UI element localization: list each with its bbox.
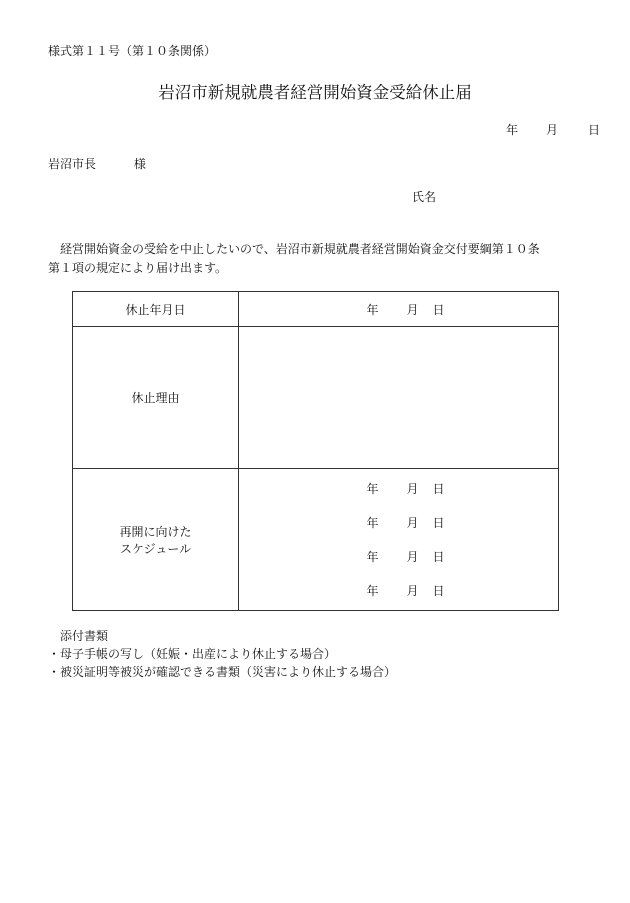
- body-text-line1: 経営開始資金の受給を中止したいので、岩沼市新規就農者経営開始資金交付要綱第１０条: [48, 242, 540, 256]
- applicant-name-label: 氏名: [412, 190, 437, 204]
- reason-field[interactable]: [239, 327, 559, 469]
- day-label: 日: [432, 583, 445, 598]
- schedule-label: [73, 469, 239, 611]
- year-label: 年: [366, 481, 379, 496]
- suspension-date-field[interactable]: [239, 292, 559, 327]
- year-label: 年: [366, 583, 379, 598]
- schedule-date-1[interactable]: [239, 472, 558, 506]
- month-label: 月: [406, 515, 419, 530]
- month-label: 月: [546, 123, 559, 137]
- year-label: 年: [506, 123, 519, 137]
- form-table: [72, 291, 559, 611]
- day-label: 日: [432, 481, 445, 496]
- addressee-honorific: 様: [133, 157, 146, 171]
- schedule-date-2[interactable]: [239, 506, 558, 540]
- month-label: 月: [406, 583, 419, 598]
- addressee-name: 岩沼市長: [48, 157, 97, 171]
- submission-date[interactable]: [506, 121, 600, 138]
- schedule-label-line2: スケジュール: [119, 541, 192, 556]
- document-title: 岩沼市新規就農者経営開始資金受給休止届: [158, 83, 472, 102]
- schedule-field[interactable]: [239, 469, 559, 611]
- day-label: 日: [432, 549, 445, 564]
- table-row-reason: [73, 327, 559, 469]
- month-label: 月: [406, 549, 419, 564]
- schedule-date-3[interactable]: [239, 540, 558, 574]
- attachments-heading: 添付書類: [60, 629, 109, 643]
- year-label: 年: [366, 549, 379, 564]
- attachment-item: ・母子手帳の写し（妊娠・出産により休止する場合）: [48, 647, 337, 661]
- year-label: 年: [366, 302, 379, 317]
- day-label: 日: [588, 123, 601, 137]
- addressee: [48, 155, 146, 172]
- attachment-item: ・被災証明等被災が確認できる書類（災害により休止する場合）: [48, 665, 397, 679]
- reason-label: 休止理由: [73, 327, 239, 469]
- day-label: 日: [432, 515, 445, 530]
- schedule-date-4[interactable]: [239, 574, 558, 608]
- schedule-label-line1: 再開に向けた: [119, 524, 192, 539]
- day-label: 日: [432, 302, 445, 317]
- table-row-schedule: [73, 469, 559, 611]
- month-label: 月: [406, 481, 419, 496]
- form-number: 様式第１１号（第１０条関係）: [48, 44, 217, 58]
- year-label: 年: [366, 515, 379, 530]
- table-row-suspension-date: [73, 292, 559, 327]
- suspension-date-label: 休止年月日: [73, 292, 239, 327]
- body-text-line2: 第１項の規定により届け出ます。: [48, 261, 228, 275]
- month-label: 月: [406, 302, 419, 317]
